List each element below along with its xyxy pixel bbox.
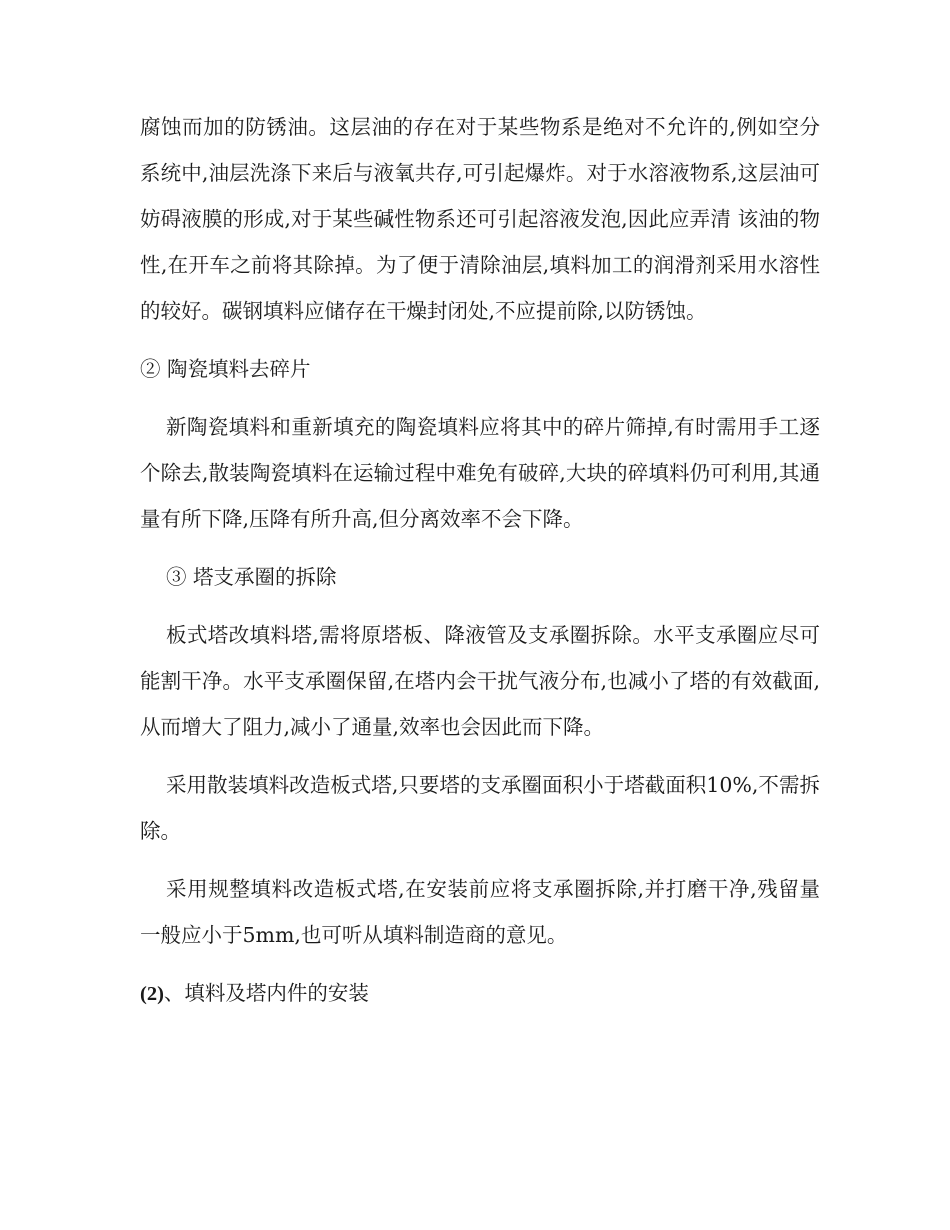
heading-support-ring-removal: ③ 塔支承圈的拆除 <box>166 565 337 589</box>
heading-text: 、填料及塔内件的安装 <box>163 981 369 1005</box>
heading-ceramic-fragments: ② 陶瓷填料去碎片 <box>140 357 311 381</box>
document-body <box>140 104 820 1017</box>
paragraph-ceramic-fragments: 新陶瓷填料和重新填充的陶瓷填料应将其中的碎片筛掉,有时需用手工逐个除去,散装陶瓷填料在运输过程中难免有破碎,大块的碎填料仍可利用,其通量有所下降,压降有所升高,但分离效率不会下降。 <box>140 415 820 531</box>
paragraph-random-packing: 采用散装填料改造板式塔,只要塔的支承圈面积小于塔截面积10%,不需拆除。 <box>140 773 820 843</box>
paragraph-gap <box>140 600 820 612</box>
paragraph-gap <box>140 958 820 970</box>
paragraph-rust-oil: 腐蚀而加的防锈油。这层油的存在对于某些物系是绝对不允许的,例如空分系统中,油层洗涤下来后与液氧共存,可引起爆炸。对于水溶液物系,这层油可妨碍液膜的形成,对于某些碱性物系还可引起溶液发泡,因此应弄清 该油的物性,在开车之前将其除掉。为了便于清除油层,填料加工的润滑剂采用水溶性的较好。碳钢填料应储存在干燥封闭处,不应提前除,以防锈蚀。 <box>140 115 820 323</box>
heading-number: (2) <box>140 983 164 1005</box>
paragraph-gap <box>140 750 820 762</box>
paragraph-gap <box>140 392 820 404</box>
heading-packing-installation <box>140 970 820 1017</box>
paragraph-gap <box>140 542 820 554</box>
paragraph-support-ring-removal: 板式塔改填料塔,需将原塔板、降液管及支承圈拆除。水平支承圈应尽可能割干净。水平支承圈保留,在塔内会干扰气液分布,也减小了塔的有效截面,从而增大了阻力,减小了通量,效率也会因此而下降。 <box>140 623 820 739</box>
paragraph-gap <box>140 334 820 346</box>
paragraph-gap <box>140 854 820 866</box>
paragraph-structured-packing: 采用规整填料改造板式塔,在安装前应将支承圈拆除,并打磨干净,残留量一般应小于5mm,也可听从填料制造商的意见。 <box>140 877 820 947</box>
